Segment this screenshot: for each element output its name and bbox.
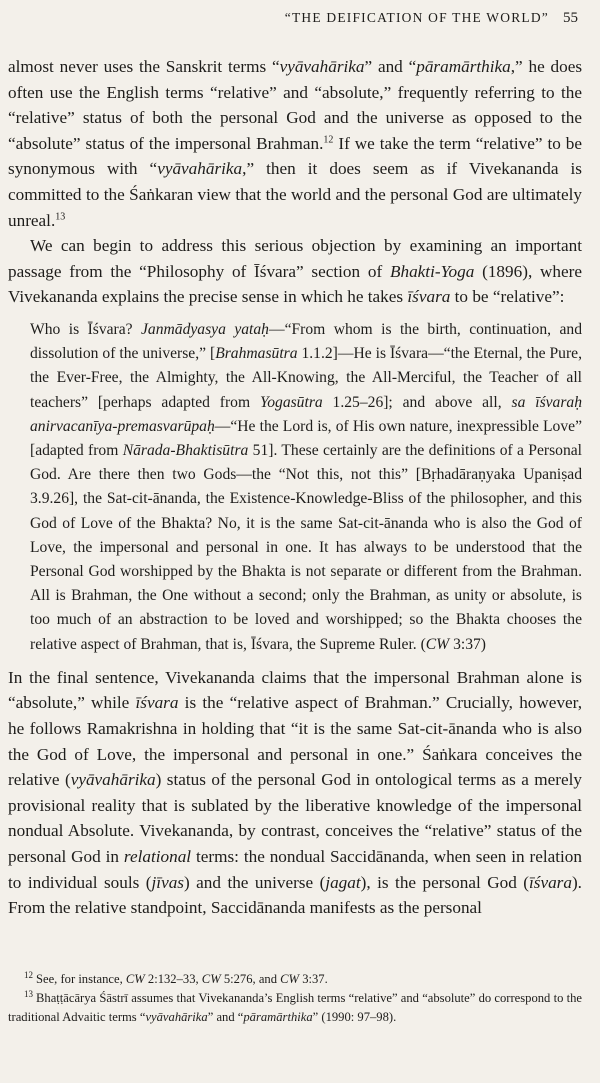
italic-span: Yogasūtra bbox=[259, 393, 323, 411]
text-run: terms: the nondual Saccidānanda, when seen in relation to individual souls ( bbox=[8, 846, 582, 892]
text-run: —“He the Lord is, of His own nature, inexpressible Love” [adapted from bbox=[30, 417, 582, 459]
block-quote bbox=[30, 318, 582, 657]
italic-span: īśvara bbox=[407, 287, 451, 307]
text-run: —“From whom is the birth, continuation, and dissolution of the universe,” [ bbox=[30, 320, 582, 363]
italic-span: īśvara bbox=[528, 872, 572, 892]
italic-span: vyāvahārika bbox=[157, 159, 243, 179]
text-run: See, for instance, bbox=[36, 972, 126, 986]
footnote-marker: 12 bbox=[24, 969, 33, 980]
italic-span: jīvas bbox=[151, 872, 184, 892]
italic-span: Janmādyasya yataḥ bbox=[141, 320, 269, 338]
text-run: Bhaṭṭācārya Śāstrī assumes that Vivekananda’s English terms “relative” and “absolute” do correspond to the traditional Advaitic terms “ bbox=[8, 991, 582, 1024]
text-run: 5:276, and bbox=[220, 972, 281, 986]
italic-span: vyāvahārika bbox=[279, 57, 365, 76]
footnotes bbox=[8, 970, 582, 1027]
text-run: 51]. These certainly are the definitions of a Personal God. Are there then two Gods—the “Not this, not this” [Bṛhadāraṇyaka Upaniṣad 3.9.26], the Sat-cit-ānanda, the Existence-Knowledge-Bliss of the philosopher, and this God of Love of the Bhakta? No, it is the same Sat-cit-ānanda who is also the God of Love, the impersonal and personal in one. It has always to be understood that the Personal God worshipped by the Bhakta is not separate or different from the Brahman. All is Brahman, the One without a second; only the Brahman, as unity or absolute, is too much of an abstraction to be loved and worshipped; so the Bhakta chooses the relative aspect of Brahman, that is, Īśvara, the Supreme Ruler. ( bbox=[30, 441, 582, 653]
italic-span: Nārada-Bhaktisūtra bbox=[122, 441, 249, 459]
footnote-marker: 13 bbox=[24, 988, 33, 999]
text-run: is the “relative aspect of Brahman.” Crucially, however, he follows Ramakrishna in holding that “it is the same Sat-cit-ānanda who is also the God of Love, the impersonal and personal in one.” Śaṅkara conceives the relative ( bbox=[8, 693, 582, 790]
italic-span: jagat bbox=[325, 872, 361, 892]
text-run: In the final sentence, Vivekananda claims that the impersonal Brahman alone is “absolute,” while bbox=[8, 667, 582, 713]
paragraph-3 bbox=[8, 665, 582, 921]
italic-span: īśvara bbox=[135, 693, 179, 713]
running-title: “THE DEIFICATION OF THE WORLD” bbox=[284, 10, 549, 25]
text-run: to be “relative”: bbox=[450, 287, 565, 307]
italic-span: CW bbox=[280, 972, 300, 986]
italic-span: sa īśvaraḥ anirvacanīya-premasvarūpaḥ bbox=[30, 393, 583, 435]
text-run: 1.25–26]; and above all, bbox=[322, 393, 512, 411]
text-run: ” (1990: 97–98). bbox=[312, 1010, 397, 1024]
italic-span: vyāvahārika bbox=[145, 1010, 208, 1024]
page-number: 55 bbox=[563, 10, 578, 26]
paragraph-1 bbox=[8, 54, 582, 233]
text-run: ), is the personal God ( bbox=[360, 872, 529, 892]
footnote-ref: 12 bbox=[323, 134, 334, 146]
text-run: ) status of the personal God in ontological terms as a merely provisional reality that is sublated by the liberative knowledge of the impersonal nondual Absolute. Vivekananda, by contrast, conceives the “relative” status of the personal God in bbox=[8, 770, 582, 866]
italic-span: Brahmasūtra bbox=[215, 345, 298, 363]
footnote-12 bbox=[8, 970, 582, 989]
text-run: We can begin to address this serious objection by examining an important passage from the “Philosophy of Īśvara” section of bbox=[8, 236, 582, 281]
text-run: If we take the term “relative” to be synonymous with “ bbox=[8, 133, 582, 179]
text-run: ). From the relative standpoint, Saccidānanda manifests as the personal bbox=[8, 872, 582, 918]
italic-span: relational bbox=[123, 846, 192, 866]
text-run: ) and the universe ( bbox=[183, 872, 326, 892]
text-run: almost never uses the Sanskrit terms “ bbox=[8, 57, 280, 76]
text-run: ,” then it does seem as if Vivekananda is committed to the Śaṅkaran view that the world and the personal God are ultimately unreal. bbox=[8, 159, 582, 230]
text-run: ” and “ bbox=[207, 1010, 244, 1024]
italic-span: CW bbox=[425, 635, 450, 653]
footnote-ref: 13 bbox=[55, 210, 66, 222]
running-header bbox=[285, 10, 578, 27]
italic-span: CW bbox=[125, 972, 145, 986]
text-run: Who is Īśvara? bbox=[30, 320, 142, 338]
text-run: (1896), where Vivekananda explains the precise sense in which he takes bbox=[8, 261, 582, 307]
text-run: ,” he does often use the English terms “relative” and “absolute,” frequently referring to the “relative” status of both the personal God and the universe as opposed to the “absolute” status of the impersonal Brahman. bbox=[8, 57, 583, 153]
text-run: 3:37. bbox=[299, 972, 328, 986]
italic-span: Bhakti-Yoga bbox=[389, 261, 475, 281]
italic-span: CW bbox=[201, 972, 221, 986]
text-run: 1.1.2]—He is Īśvara—“the Eternal, the Pure, the Ever-Free, the Almighty, the All-Knowing, the All-Merciful, the Teacher of all teachers” [perhaps adapted from bbox=[30, 345, 582, 411]
italic-span: pāramārthika bbox=[416, 57, 511, 76]
body-text bbox=[8, 54, 582, 921]
italic-span: vyāvahārika bbox=[70, 770, 156, 790]
footnote-13 bbox=[8, 989, 582, 1027]
text-run: 2:132–33, bbox=[144, 972, 202, 986]
text-run: ” and “ bbox=[364, 57, 417, 76]
text-run: 3:37) bbox=[449, 635, 486, 653]
italic-span: pāramārthika bbox=[243, 1010, 313, 1024]
paragraph-2 bbox=[8, 233, 582, 310]
